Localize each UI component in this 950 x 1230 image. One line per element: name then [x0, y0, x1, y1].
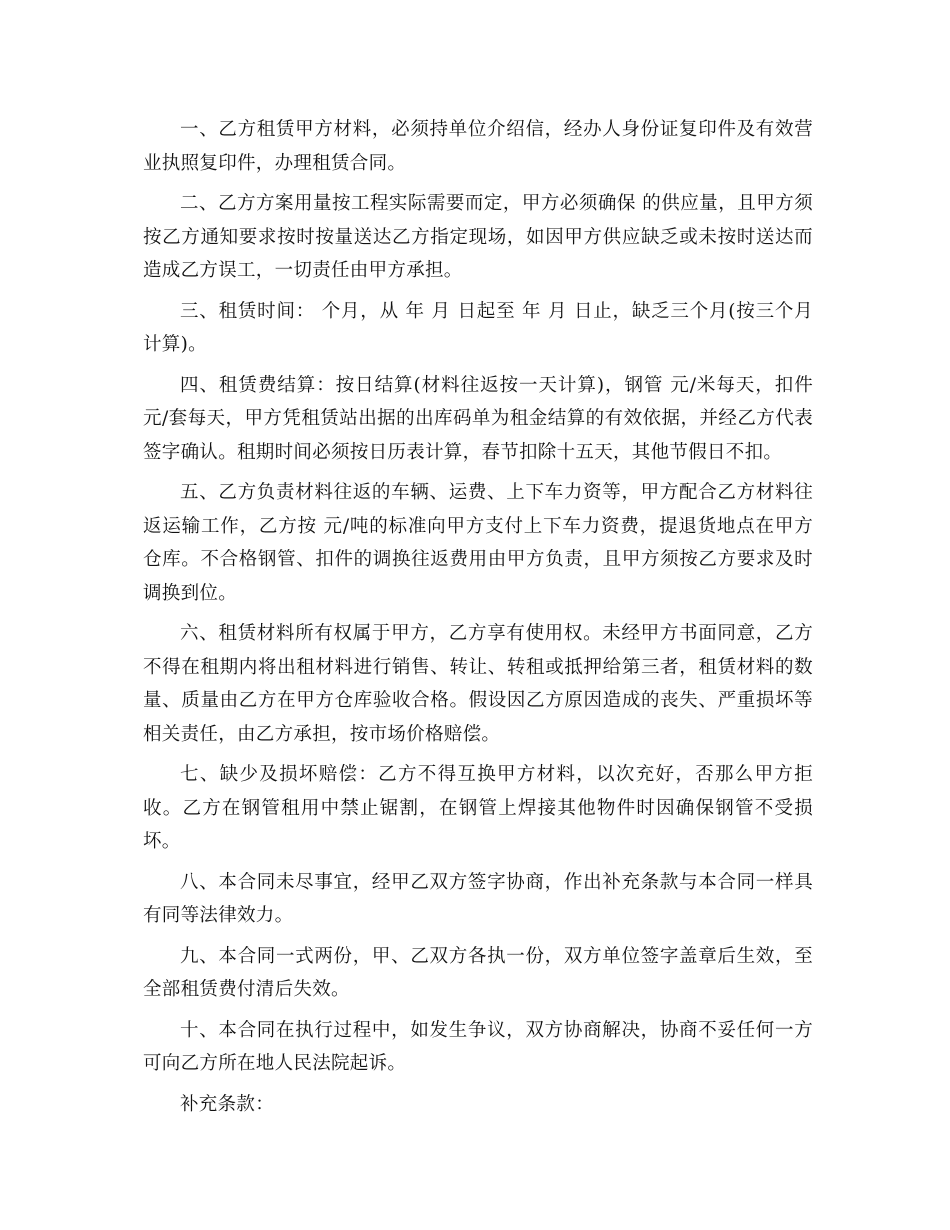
clause-4: 四、租赁费结算：按日结算(材料往返按一天计算)，钢管 元/米每天，扣件 元/套每天，甲方凭租赁站出据的出库码单为租金结算的有效依据，并经乙方代表签字确认。租期时间必须按日历表计算，春节扣除十五天，其他节假日不扣。 — [143, 374, 813, 463]
supplementary-terms-heading: 补充条款： — [180, 1093, 275, 1115]
clause-8: 八、本合同未尽事宜，经甲乙双方签字协商，作出补充条款与本合同一样具有同等法律效力。 — [143, 871, 813, 926]
clause-10: 十、本合同在执行过程中，如发生争议，双方协商解决，协商不妥任何一方可向乙方所在地人民法院起诉。 — [143, 1019, 813, 1074]
clause-1: 一、乙方租赁甲方材料，必须持单位介绍信，经办人身份证复印件及有效营业执照复印件，办理租赁合同。 — [143, 119, 813, 174]
clause-5: 五、乙方负责材料往返的车辆、运费、上下车力资等，甲方配合乙方材料往返运输工作，乙方按 元/吨的标准向甲方支付上下车力资费，提退货地点在甲方仓库。不合格钢管、扣件的调换往返费用由甲方负责，且甲方须按乙方要求及时调换到位。 — [143, 482, 813, 604]
clause-3: 三、租赁时间： 个月，从 年 月 日起至 年 月 日止，缺乏三个月(按三个月计算)。 — [143, 300, 813, 355]
clause-6: 六、租赁材料所有权属于甲方，乙方享有使用权。未经甲方书面同意，乙方不得在租期内将出租材料进行销售、转让、转租或抵押给第三者，租赁材料的数量、质量由乙方在甲方仓库验收合格。假设因乙方原因造成的丧失、严重损坏等相关责任，由乙方承担，按市场价格赔偿。 — [143, 623, 813, 745]
document-body — [143, 113, 813, 1128]
clause-9: 九、本合同一式两份，甲、乙双方各执一份，双方单位签字盖章后生效，至全部租赁费付清后失效。 — [143, 945, 813, 1000]
clause-7: 七、缺少及损坏赔偿：乙方不得互换甲方材料，以次充好，否那么甲方拒收。乙方在钢管租用中禁止锯割，在钢管上焊接其他物件时因确保钢管不受损坏。 — [143, 764, 813, 852]
clause-2: 二、乙方方案用量按工程实际需要而定，甲方必须确保 的供应量，且甲方须按乙方通知要求按时按量送达乙方指定现场，如因甲方供应缺乏或未按时送达而造成乙方误工，一切责任由甲方承担。 — [143, 193, 813, 281]
